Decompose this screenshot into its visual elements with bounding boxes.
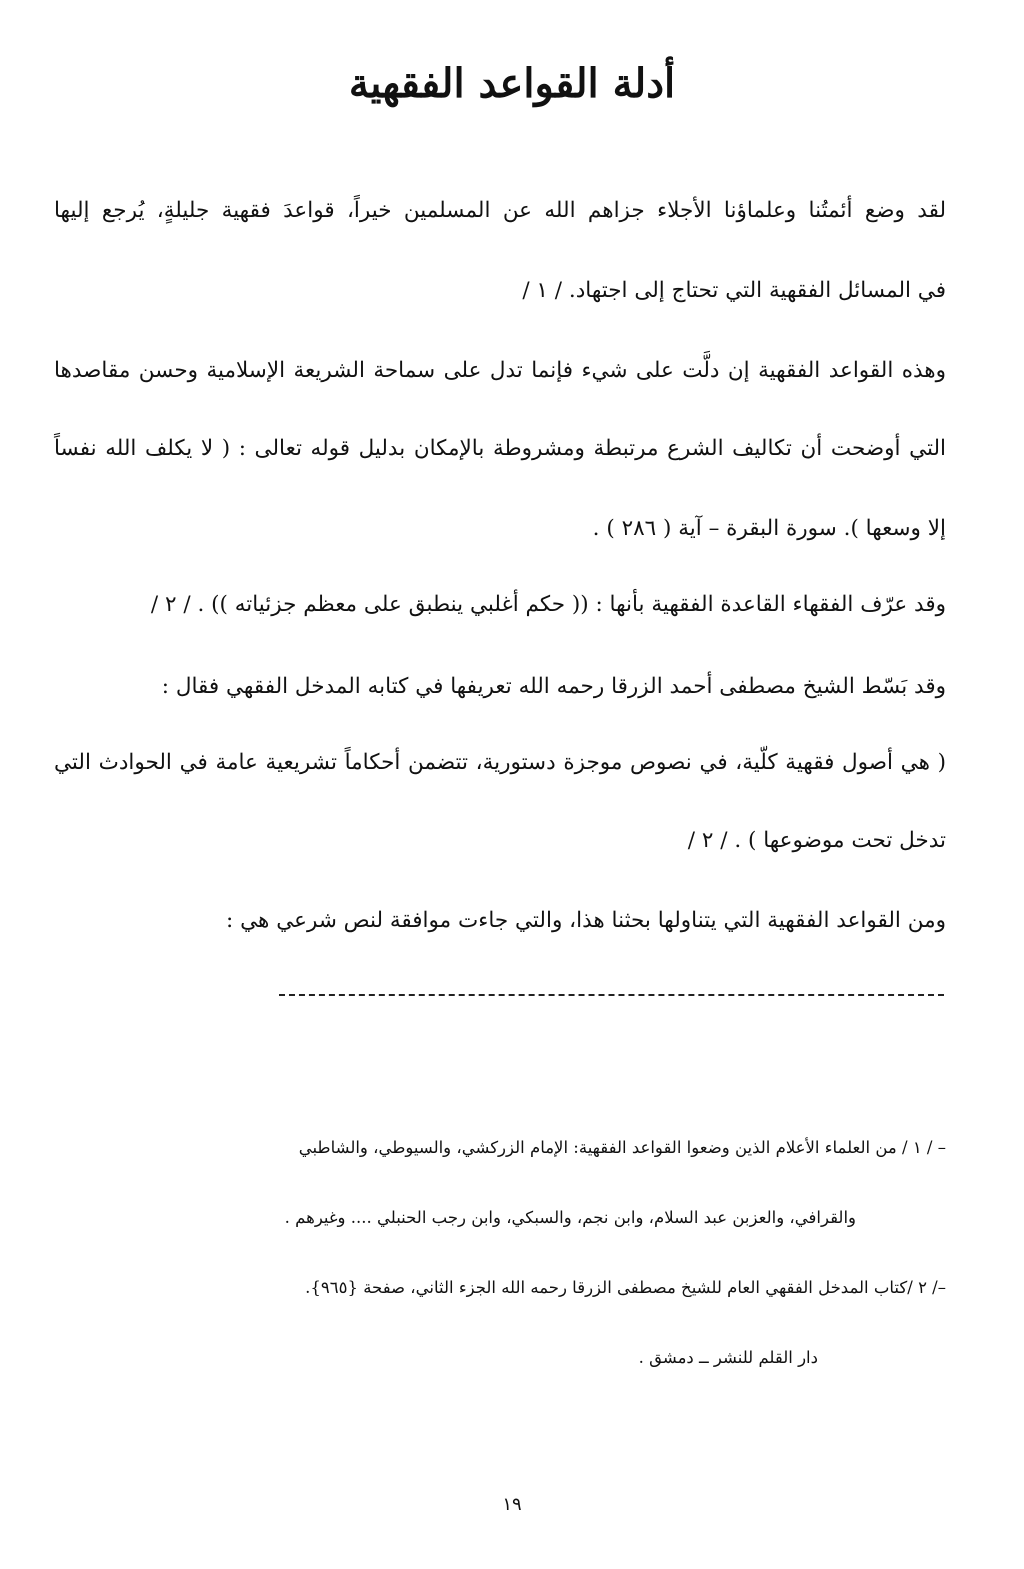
footnote-2-line-1: –/ ٢ /كتاب المدخل الفقهي العام للشيخ مصطفى الزرقا رحمه الله الجزء الثاني، صفحة {٩٦٥}. bbox=[305, 1278, 946, 1297]
body-line-2: في المسائل الفقهية التي تحتاج إلى اجتهاد. / ١ / bbox=[522, 278, 946, 303]
document-title: أدلة القواعد الفقهية bbox=[348, 60, 676, 107]
body-line-8: ( هي أصول فقهية كلّية، في نصوص موجزة دستورية، تتضمن أحكاماً تشريعية عامة في الحوادث التي bbox=[54, 750, 946, 775]
body-line-3: وهذه القواعد الفقهية إن دلَّت على شيء فإنما تدل على سماحة الشريعة الإسلامية وحسن مقاصدها bbox=[54, 358, 946, 383]
body-line-5: إلا وسعها ). سورة البقرة – آية ( ٢٨٦ ) . bbox=[592, 516, 946, 541]
body-line-1: لقد وضع أئمتُنا وعلماؤنا الأجلاء جزاهم الله عن المسلمين خيراً، قواعدَ فقهية جليلةٍ، يُرجع إليها bbox=[54, 198, 946, 223]
body-line-7: وقد بَسّط الشيخ مصطفى أحمد الزرقا رحمه الله تعريفها في كتابه المدخل الفقهي فقال : bbox=[161, 674, 946, 699]
body-line-6: وقد عرّف الفقهاء القاعدة الفقهية بأنها : (( حكم أغلبي ينطبق على معظم جزئياته )) . / ٢ / bbox=[150, 592, 946, 617]
body-line-4: التي أوضحت أن تكاليف الشرع مرتبطة ومشروطة بالإمكان بدليل قوله تعالى : ( لا يكلف الله نفساً bbox=[54, 436, 946, 461]
footnote-separator bbox=[279, 994, 944, 996]
body-line-9: تدخل تحت موضوعها ) . / ٢ / bbox=[687, 828, 946, 853]
footnote-1-line-2: والقرافي، والعزبن عبد السلام، وابن نجم، والسبكي، وابن رجب الحنبلي .... وغيرهم . bbox=[284, 1208, 856, 1227]
footnote-2-line-2: دار القلم للنشر ــ دمشق . bbox=[638, 1348, 818, 1367]
footnote-1-line-1: – / ١ / من العلماء الأعلام الذين وضعوا القواعد الفقهية: الإمام الزركشي، والسيوطي، والشاطبي bbox=[298, 1138, 946, 1157]
body-line-10: ومن القواعد الفقهية التي يتناولها بحثنا هذا، والتي جاءت موافقة لنص شرعي هي : bbox=[226, 908, 946, 933]
page-number: ١٩ bbox=[502, 1494, 522, 1515]
